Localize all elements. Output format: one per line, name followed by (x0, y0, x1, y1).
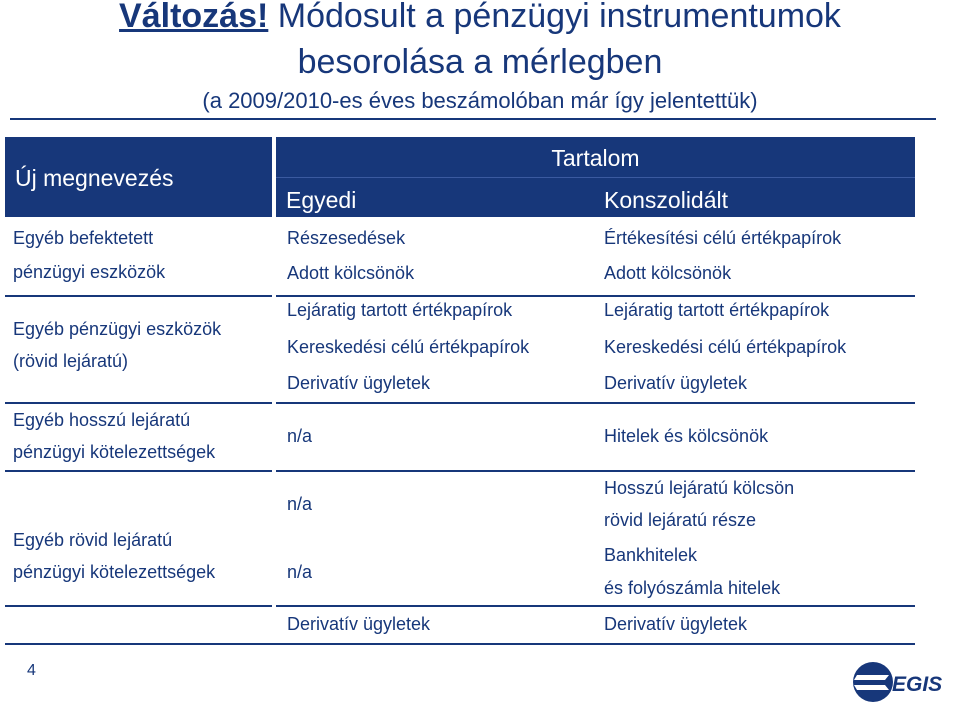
individual-cell: n/a (287, 562, 313, 582)
row-separator-content (276, 402, 915, 404)
individual-cell: n/a (287, 426, 313, 446)
row-name: pénzügyi kötelezettségek (13, 442, 216, 462)
header-divider (276, 177, 915, 178)
header-new-name-label: Új megnevezés (15, 165, 174, 191)
header-consolidated-label: Konszolidált (604, 187, 729, 213)
egis-logo-icon (848, 657, 948, 707)
header-individual-label: Egyedi (286, 187, 357, 213)
row-separator-content (276, 470, 915, 472)
row-name: (rövid lejáratú) (13, 351, 129, 371)
consolidated-cell: és folyószámla hitelek (604, 578, 781, 598)
row-name: Egyéb rövid lejáratú (13, 530, 173, 550)
individual-cell: Derivatív ügyletek (287, 614, 431, 634)
consolidated-cell: Bankhitelek (604, 545, 698, 565)
consolidated-cell: Derivatív ügyletek (604, 373, 748, 393)
row-separator-name (5, 295, 272, 297)
row-name: Egyéb pénzügyi eszközök (13, 319, 222, 339)
consolidated-cell: Kereskedési célú értékpapírok (604, 337, 847, 357)
consolidated-cell: Adott kölcsönök (604, 263, 732, 283)
slide-title-lead: Változás! (119, 0, 269, 35)
header-new-name (5, 137, 272, 217)
consolidated-cell: Hitelek és kölcsönök (604, 426, 769, 446)
consolidated-cell: Lejáratig tartott értékpapírok (604, 300, 830, 320)
row-separator-content (276, 605, 915, 607)
table-bottom-rule (5, 643, 915, 645)
consolidated-cell: Hosszú lejáratú kölcsön (604, 478, 795, 498)
row-separator-name (5, 605, 272, 607)
row-separator-content (276, 295, 915, 297)
individual-cell: n/a (287, 494, 313, 514)
slide-title-line1 (0, 0, 960, 38)
individual-cell: Részesedések (287, 228, 406, 248)
individual-cell: Lejáratig tartott értékpapírok (287, 300, 513, 320)
egis-logo (848, 657, 948, 707)
title-divider (10, 118, 936, 120)
consolidated-cell: Értékesítési célú értékpapírok (604, 228, 842, 248)
row-separator-name (5, 470, 272, 472)
row-name: pénzügyi eszközök (13, 262, 166, 282)
individual-cell: Kereskedési célú értékpapírok (287, 337, 530, 357)
individual-cell: Derivatív ügyletek (287, 373, 431, 393)
row-name: Egyéb hosszú lejáratú (13, 410, 191, 430)
slide-title-line2: besorolása a mérlegben (297, 43, 663, 81)
row-separator-name (5, 402, 272, 404)
individual-cell: Adott kölcsönök (287, 263, 415, 283)
consolidated-cell: Derivatív ügyletek (604, 614, 748, 634)
slide-subtitle: (a 2009/2010-es éves beszámolóban már így jelentettük) (202, 88, 758, 113)
consolidated-cell: rövid lejáratú része (604, 510, 757, 530)
row-name: Egyéb befektetett (13, 228, 154, 248)
slide-title-line1-rest: Módosult a pénzügyi instrumentumok (268, 0, 841, 35)
header-content (276, 137, 915, 217)
header-content-label: Tartalom (551, 145, 640, 171)
egis-logo-text: EGIS (892, 673, 943, 696)
row-name: pénzügyi kötelezettségek (13, 562, 216, 582)
page-number: 4 (27, 662, 36, 679)
